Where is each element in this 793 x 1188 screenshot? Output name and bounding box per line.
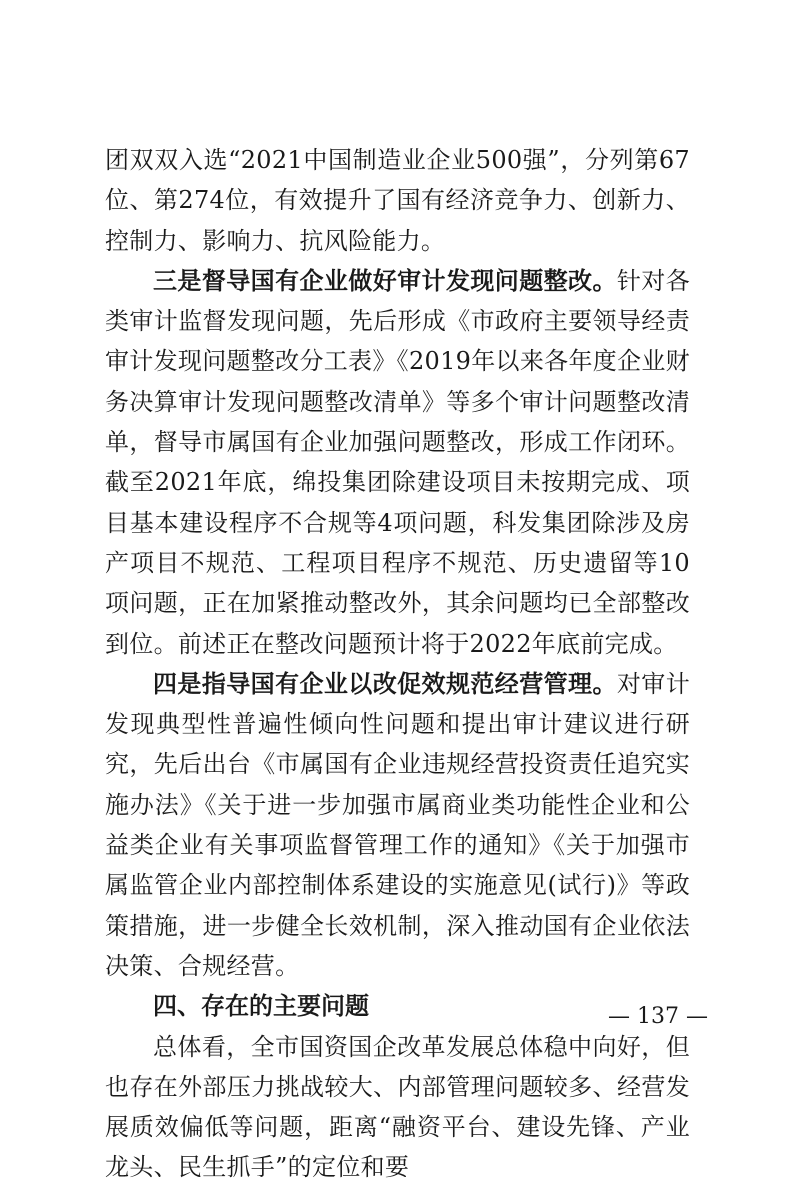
paragraph-lead: 三是督导国有企业做好审计发现问题整改。 [153,265,617,295]
paragraph-main-problems [105,1027,690,1188]
paragraph-continuation [105,140,690,261]
paragraph-text: 团双双入选“2021中国制造业企业500强”，分列第67位、第274位，有效提升了国有经济竞争力、创新力、控制力、影响力、抗风险能力。 [105,146,690,255]
paragraph-lead: 四是指导国有企业以改促效规范经营管理。 [153,668,617,698]
page-number: — 137 — [608,1004,708,1029]
document-body [105,140,690,1188]
paragraph-text: 总体看，全市国资国企改革发展总体稳中向好，但也存在外部压力挑战较大、内部管理问题较多、经营发展质效偏低等问题，距离“融资平台、建设先锋、产业龙头、民生抓手”的定位和要 [105,1032,690,1182]
paragraph-text: 针对各类审计监督发现问题，先后形成《市政府主要领导经责审计发现问题整改分工表》《2019年以来各年度企业财务决算审计发现问题整改清单》等多个审计问题整改清单，督导市属国有企业加强问题整改，形成工作闭环。截至2021年底，绵投集团除建设项目未按期完成、项目基本建设程序不合规等4项问题，科发集团除涉及房产项目不规范、工程项目程序不规范、历史遗留等10项问题，正在加紧推动整改外，其余问题均已全部整改到位。前述正在整改问题预计将于2022年底前完成。 [105,266,691,658]
paragraph-management-guidance [105,664,690,986]
paragraph-text: 对审计发现典型性普遍性倾向性问题和提出审计建议进行研究，先后出台《市属国有企业违规经营投资责任追究实施办法》《关于进一步加强市属商业类功能性企业和公益类企业有关事项监督管理工作的通知》《关于加强市属监管企业内部控制体系建设的实施意见(试行)》等政策措施，进一步健全长效机制，深入推动国有企业依法决策、合规经营。 [105,669,691,980]
paragraph-audit-rectification [105,261,690,664]
section-heading: 四、存在的主要问题 [153,992,369,1021]
